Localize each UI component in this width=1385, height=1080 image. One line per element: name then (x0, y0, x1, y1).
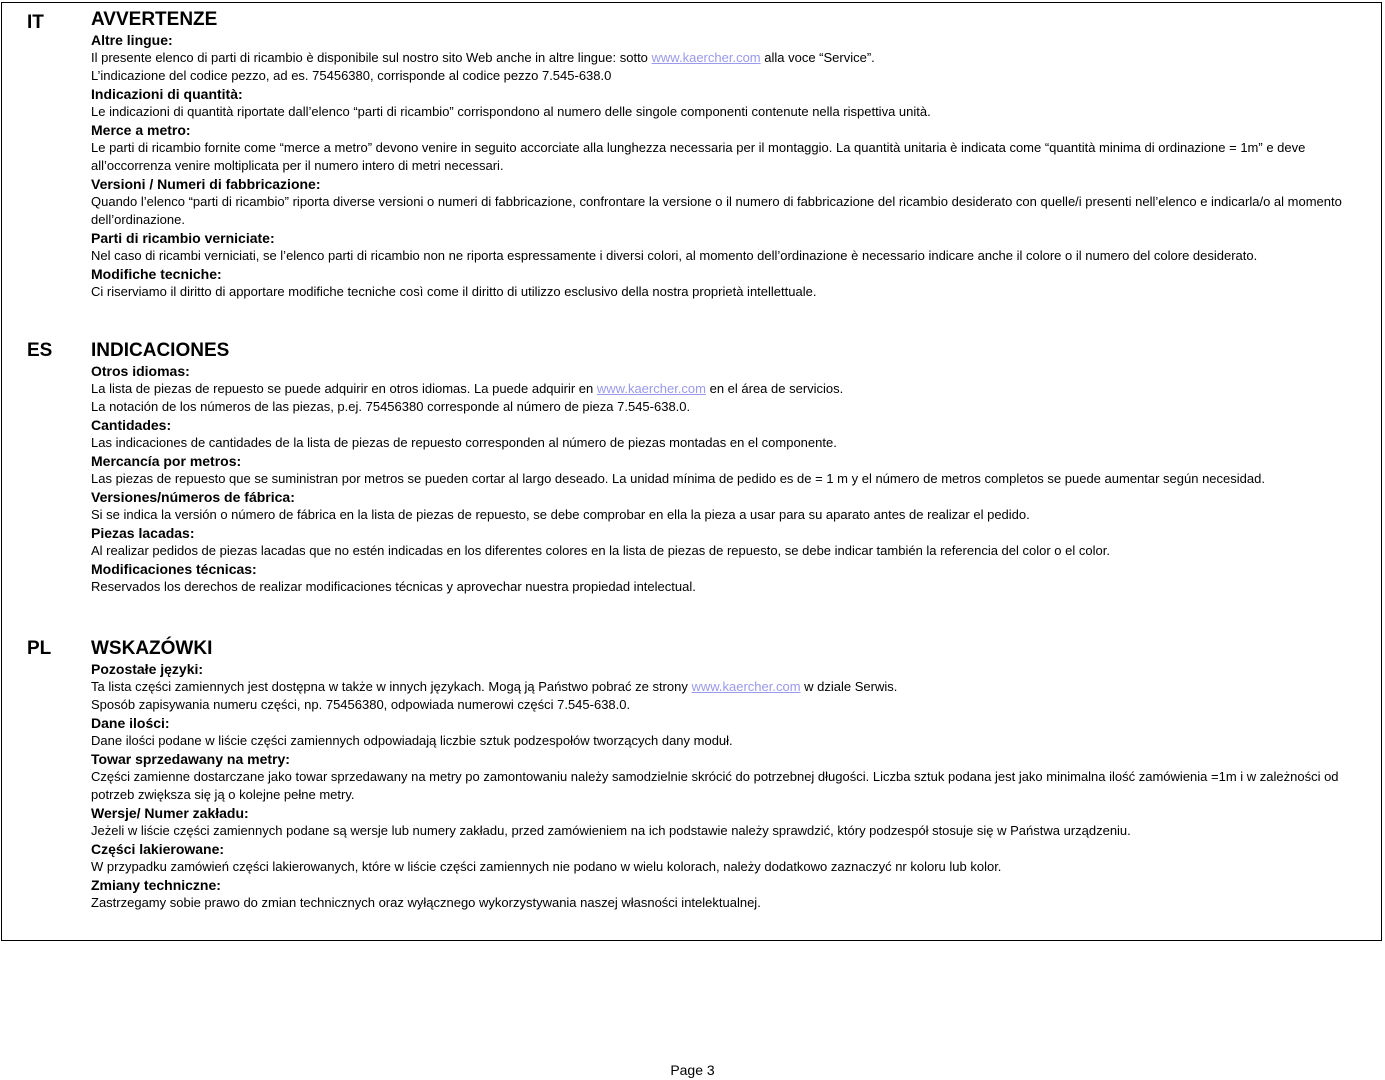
paragraph-technical-modifications: Reservados los derechos de realizar modificaciones técnicas y aprovechar nuestra propiedad intelectual. (91, 579, 696, 594)
paragraph-part-number: Sposób zapisywania numeru części, np. 75456380, odpowiada numerowi części 7.545-638.0. (91, 697, 631, 712)
kaercher-link[interactable]: www.kaercher.com (651, 50, 761, 65)
paragraph-quantity: Le indicazioni di quantità riportate dall’elenco “parti di ricambio” corrispondono al numero delle singole componenti contenute nella rispettiva unità. (91, 104, 931, 119)
text-segment: La lista de piezas de repuesto se puede adquirir en otros idiomas. La puede adquirir en (91, 381, 597, 396)
section-title-pl: WSKAZÓWKI (91, 638, 213, 659)
subhead-technical-modifications: Zmiany techniczne: (91, 877, 221, 893)
subhead-other-languages: Altre lingue: (91, 32, 173, 48)
section-title-it: AVVERTENZE (91, 9, 218, 30)
language-code-it: IT (27, 12, 44, 33)
subhead-meter-goods: Mercancía por metros: (91, 453, 242, 469)
subhead-other-languages: Pozostałe języki: (91, 661, 204, 677)
subhead-versions: Wersje/ Numer zakładu: (91, 805, 249, 821)
paragraph-quantity: Dane ilości podane w liście części zamiennych odpowiadają liczbie sztuk podzespołów tworzących dany moduł. (91, 733, 733, 748)
paragraph-quantity: Las indicaciones de cantidades de la lista de piezas de repuesto corresponden al número de piezas montadas en el componente. (91, 435, 837, 450)
subhead-quantity: Indicazioni di quantità: (91, 86, 243, 102)
section-es-content (91, 340, 1363, 596)
paragraph-painted-parts: Nel caso di ricambi verniciati, se l’elenco parti di ricambio non ne riporta espressamente i diversi colori, al momento dell’ordinazione è necessario indicare anche il colore o il numero del colore desiderato. (91, 248, 1258, 263)
text-segment: Il presente elenco di parti di ricambio è disponibile sul nostro sito Web anche in altre lingue: sotto (91, 50, 652, 65)
text-segment: alla voce “Service”. (760, 50, 875, 65)
subhead-technical-modifications: Modifiche tecniche: (91, 266, 222, 282)
paragraph-painted-parts: W przypadku zamówień części lakierowanych, które w liście części zamiennych nie podano w wielu kolorach, należy dodatkowo zaznaczyć nr koloru lub kolor. (91, 859, 1002, 874)
paragraph-versions: Si se indica la versión o número de fábrica en la lista de piezas de repuesto, se debe comprobar en ella la pieza a usar para su aparato antes de realizar el pedido. (91, 507, 1030, 522)
subhead-versions: Versiones/números de fábrica: (91, 489, 295, 505)
subhead-painted-parts: Piezas lacadas: (91, 525, 195, 541)
language-code-pl: PL (27, 638, 52, 659)
paragraph-technical-modifications: Ci riserviamo il diritto di apportare modifiche tecniche così come il diritto di utilizzo esclusivo della nostra proprietà intellettuale. (91, 284, 817, 299)
subhead-technical-modifications: Modificaciones técnicas: (91, 561, 257, 577)
subhead-painted-parts: Części lakierowane: (91, 841, 225, 857)
kaercher-link[interactable]: www.kaercher.com (691, 679, 801, 694)
subhead-meter-goods: Merce a metro: (91, 122, 191, 138)
paragraph-other-languages (91, 49, 1363, 67)
paragraph-versions: Quando l’elenco “parti di ricambio” riporta diverse versioni o numeri di fabbricazione, confrontare la versione o il numero di fabbricazione del ricambio desiderato con quelle/i presenti nell’elenco e indicarla/o al momento dell’ordinazione. (91, 194, 1342, 227)
section-pl-content (91, 638, 1363, 912)
paragraph-versions: Jeżeli w liście części zamiennych podane są wersje lub numery zakładu, przed zamówieniem na ich podstawie należy sprawdzić, który podzespół stosuje się w Państwa urządzeniu. (91, 823, 1131, 838)
subhead-painted-parts: Parti di ricambio verniciate: (91, 230, 275, 246)
paragraph-painted-parts: Al realizar pedidos de piezas lacadas que no estén indicadas en los diferentes colores en la lista de piezas de repuesto, se debe indicar también la referencia del color o el color. (91, 543, 1110, 558)
subhead-versions: Versioni / Numeri di fabbricazione: (91, 176, 321, 192)
paragraph-other-languages (91, 678, 1363, 696)
paragraph-meter-goods: Części zamienne dostarczane jako towar sprzedawany na metry po zamontowaniu należy samodzielnie skrócić do potrzebnej długości. Liczba sztuk podana jest jako minimalna ilość zamówienia =1m i w zależności od potrzeb zwiększa się ją o kolejne pełne metry. (91, 769, 1339, 802)
subhead-meter-goods: Towar sprzedawany na metry: (91, 751, 290, 767)
text-segment: w dziale Serwis. (800, 679, 898, 694)
paragraph-part-number: L’indicazione del codice pezzo, ad es. 75456380, corrisponde al codice pezzo 7.545-638.0 (91, 68, 612, 83)
section-it-content (91, 9, 1363, 301)
paragraph-other-languages (91, 380, 1363, 398)
subhead-quantity: Dane ilości: (91, 715, 170, 731)
paragraph-technical-modifications: Zastrzegamy sobie prawo do zmian technicznych oraz wyłącznego wykorzystywania naszej własności intelektualnej. (91, 895, 761, 910)
text-segment: Ta lista części zamiennych jest dostępna w także w innych językach. Mogą ją Państwo pobrać ze strony (91, 679, 692, 694)
subhead-quantity: Cantidades: (91, 417, 172, 433)
page-number: Page 3 (670, 1062, 715, 1078)
paragraph-part-number: La notación de los números de las piezas, p.ej. 75456380 corresponde al número de pieza 7.545-638.0. (91, 399, 691, 414)
paragraph-meter-goods: Las piezas de repuesto que se suministran por metros se pueden cortar al largo deseado. La unidad mínima de pedido es de = 1 m y el número de metros completos se puede aumentar según necesidad. (91, 471, 1265, 486)
subhead-other-languages: Otros idiomas: (91, 363, 190, 379)
language-code-es: ES (27, 340, 53, 361)
paragraph-meter-goods: Le parti di ricambio fornite come “merce a metro” devono venire in seguito accorciate alla lunghezza necessaria per il montaggio. La quantità unitaria è indicata come “quantità minima di ordinazione = 1m” e deve all’occorrenza venire moltiplicata per il numero intero di metri necessari. (91, 140, 1306, 173)
kaercher-link[interactable]: www.kaercher.com (596, 381, 706, 396)
section-title-es: INDICACIONES (91, 340, 230, 361)
text-segment: en el área de servicios. (705, 381, 844, 396)
